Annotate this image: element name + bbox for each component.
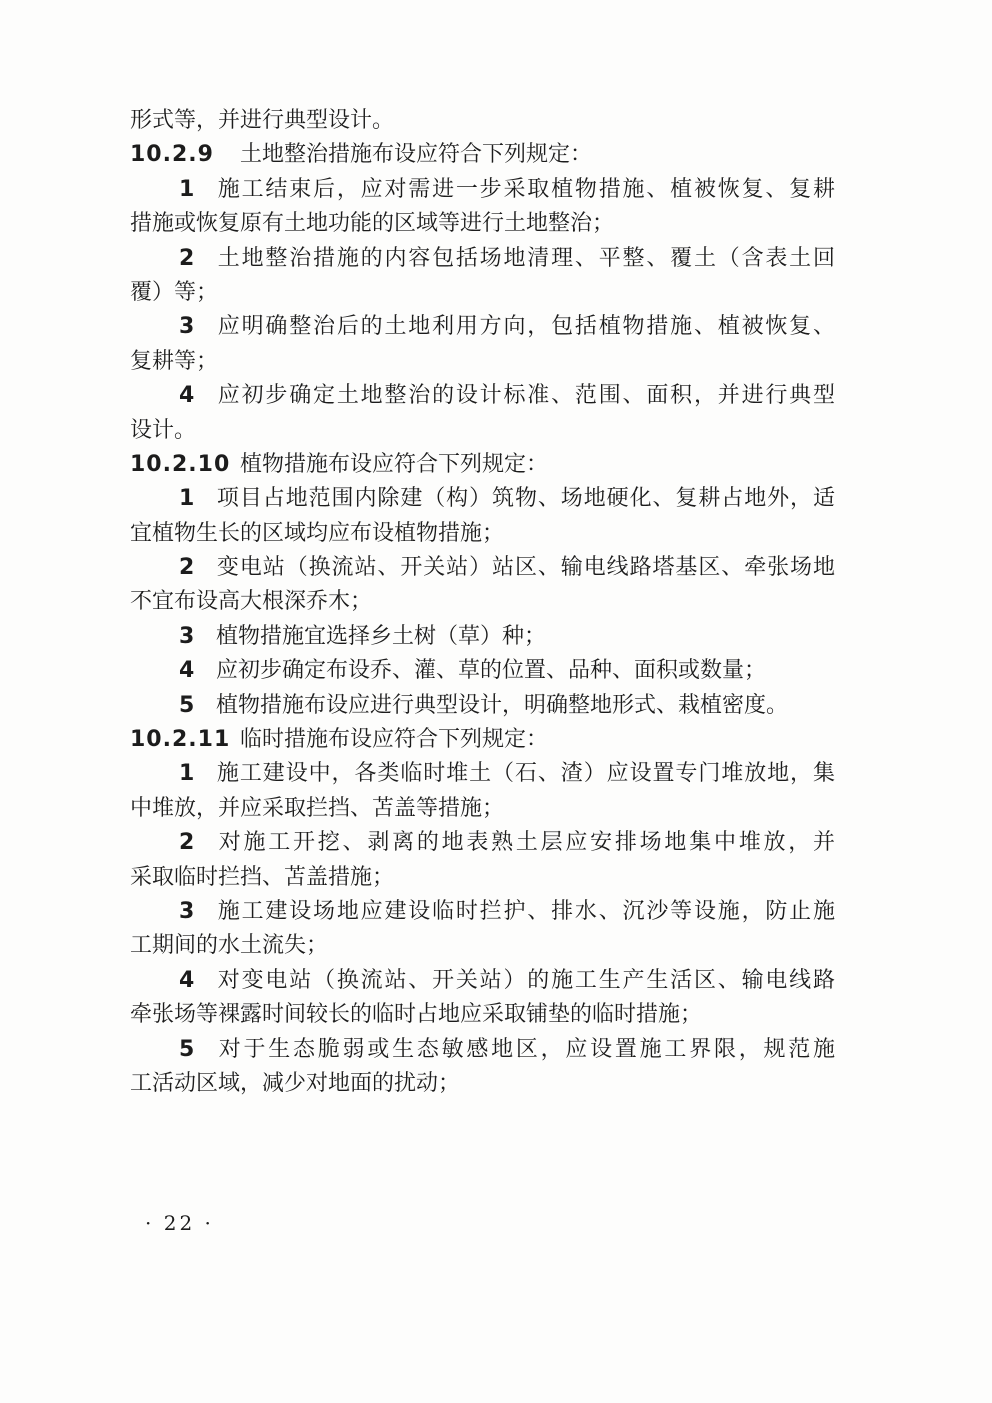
item-number: 4 — [179, 967, 195, 993]
item-number: 3 — [179, 898, 195, 924]
text-line — [130, 861, 835, 895]
item-number: 1 — [179, 176, 195, 202]
line-text: 施工建设中，各类临时堆土（石、渣）应设置专门堆放地，集 — [216, 761, 835, 787]
clause-heading — [130, 138, 835, 172]
text-line — [130, 998, 835, 1032]
line-text: 土地整治措施的内容包括场地清理、平整、覆土（含表土回 — [216, 245, 835, 271]
line-text: 覆）等； — [130, 279, 219, 305]
list-item — [130, 173, 835, 207]
line-text: 复耕等； — [130, 348, 219, 374]
line-text: 设计。 — [130, 417, 197, 443]
line-text: 植物措施宜选择乡土树（草）种； — [216, 623, 547, 649]
line-text: 工期间的水土流失； — [130, 933, 329, 959]
text-line — [130, 104, 835, 138]
item-number: 2 — [179, 830, 195, 856]
text-line — [130, 929, 835, 963]
list-item — [130, 964, 835, 998]
item-number: 4 — [179, 383, 195, 409]
item-number: 1 — [179, 761, 195, 787]
item-number: 3 — [179, 314, 195, 340]
item-number: 3 — [179, 623, 195, 649]
list-item — [130, 310, 835, 344]
line-text: 工活动区域，减少对地面的扰动； — [130, 1070, 461, 1096]
clause-number: 10.2.10 — [130, 451, 231, 477]
list-item — [130, 895, 835, 929]
text-line — [130, 585, 835, 619]
list-item — [130, 242, 835, 276]
line-text: 施工结束后，应对需进一步采取植物措施、植被恢复、复耕 — [216, 176, 835, 202]
page-number: · 22 · — [145, 1211, 214, 1235]
line-text: 应初步确定土地整治的设计标准、范围、面积，并进行典型 — [216, 383, 835, 409]
line-text: 应明确整治后的土地利用方向，包括植物措施、植被恢复、 — [216, 314, 835, 340]
clause-number: 10.2.11 — [130, 727, 231, 753]
line-text: 植物措施布设应符合下列规定： — [240, 451, 549, 477]
list-item — [130, 757, 835, 791]
list-item — [130, 379, 835, 413]
text-line — [130, 517, 835, 551]
body-text — [130, 104, 835, 1101]
list-item — [130, 826, 835, 860]
list-item — [130, 654, 835, 688]
text-line — [130, 276, 835, 310]
line-text: 植物措施布设应进行典型设计，明确整地形式、栽植密度。 — [216, 692, 789, 718]
line-text: 宜植物生长的区域均应布设植物措施； — [130, 520, 505, 546]
line-text: 施工建设场地应建设临时拦护、排水、沉沙等设施，防止施 — [216, 898, 835, 924]
line-text: 采取临时拦挡、苫盖措施； — [130, 864, 395, 890]
list-item — [130, 482, 835, 516]
list-item — [130, 551, 835, 585]
clause-heading — [130, 723, 835, 757]
line-text: 形式等，并进行典型设计。 — [130, 108, 395, 133]
line-text: 对变电站（换流站、开关站）的施工生产生活区、输电线路 — [216, 967, 835, 993]
list-item — [130, 689, 835, 723]
text-line — [130, 345, 835, 379]
line-text: 应初步确定布设乔、灌、草的位置、品种、面积或数量； — [216, 658, 767, 684]
line-text: 中堆放，并应采取拦挡、苫盖等措施； — [130, 795, 505, 821]
item-number: 2 — [179, 555, 195, 581]
item-number: 2 — [179, 245, 195, 271]
line-text: 项目占地范围内除建（构）筑物、场地硬化、复耕占地外，适 — [216, 486, 835, 512]
line-text: 牵张场等裸露时间较长的临时占地应采取铺垫的临时措施； — [130, 1002, 703, 1028]
item-number: 4 — [179, 658, 195, 684]
text-line — [130, 792, 835, 826]
line-text: 不宜布设高大根深乔木； — [130, 589, 373, 615]
clause-number: 10.2.9 — [130, 142, 214, 168]
item-number: 5 — [179, 1036, 195, 1062]
text-line — [130, 1067, 835, 1101]
text-line — [130, 207, 835, 241]
line-text: 对施工开挖、剥离的地表熟土层应安排场地集中堆放，并 — [216, 830, 835, 856]
line-text: 对于生态脆弱或生态敏感地区，应设置施工界限，规范施 — [216, 1036, 835, 1062]
line-text: 措施或恢复原有土地功能的区域等进行土地整治； — [130, 211, 615, 237]
item-number: 1 — [179, 486, 195, 512]
clause-heading — [130, 448, 835, 482]
line-text: 土地整治措施布设应符合下列规定： — [240, 142, 593, 168]
text-line — [130, 414, 835, 448]
item-number: 5 — [179, 692, 195, 718]
line-text: 变电站（换流站、开关站）站区、输电线路塔基区、牵张场地 — [216, 555, 835, 581]
list-item — [130, 620, 835, 654]
line-text: 临时措施布设应符合下列规定： — [240, 727, 549, 753]
list-item — [130, 1033, 835, 1067]
